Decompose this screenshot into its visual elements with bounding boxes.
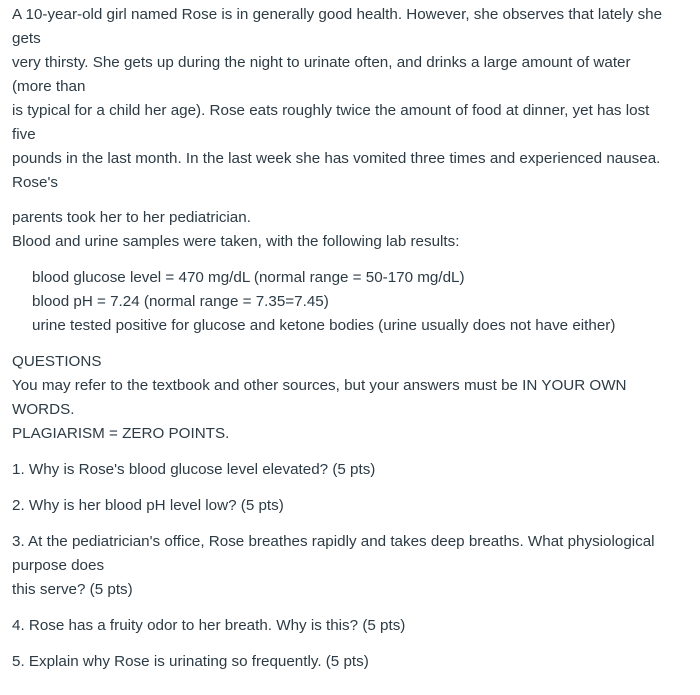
lab-result-glucose: blood glucose level = 470 mg/dL (normal range = 50-170 mg/dL)	[32, 269, 465, 286]
case-line: (more than	[12, 78, 86, 95]
question-3-continued: purpose does	[12, 557, 105, 574]
case-line: Rose's	[12, 174, 58, 191]
question-2: 2. Why is her blood pH level low? (5 pts)	[12, 497, 284, 514]
question-3: 3. At the pediatrician's office, Rose breathes rapidly and takes deep breaths. What physiological	[12, 533, 655, 550]
case-line: five	[12, 126, 36, 143]
question-4: 4. Rose has a fruity odor to her breath. Why is this? (5 pts)	[12, 617, 406, 634]
case-line: very thirsty. She gets up during the night to urinate often, and drinks a large amount of water	[12, 54, 631, 71]
case-line: A 10-year-old girl named Rose is in generally good health. However, she observes that lately she	[12, 6, 663, 23]
instructions-line: WORDS.	[12, 401, 75, 418]
lab-result-urine: urine tested positive for glucose and ketone bodies (urine usually does not have either)	[32, 317, 616, 334]
case-line: Blood and urine samples were taken, with the following lab results:	[12, 233, 460, 250]
question-1: 1. Why is Rose's blood glucose level elevated? (5 pts)	[12, 461, 376, 478]
case-line: gets	[12, 30, 41, 47]
case-line: parents took her to her pediatrician.	[12, 209, 251, 226]
lab-result-ph: blood pH = 7.24 (normal range = 7.35=7.45)	[32, 293, 329, 310]
questions-heading: QUESTIONS	[12, 353, 102, 370]
case-line: is typical for a child her age). Rose eats roughly twice the amount of food at dinner, yet has lost	[12, 102, 650, 119]
question-5: 5. Explain why Rose is urinating so frequently. (5 pts)	[12, 653, 369, 670]
plagiarism-warning: PLAGIARISM = ZERO POINTS.	[12, 425, 230, 442]
question-3-continued: this serve? (5 pts)	[12, 581, 133, 598]
case-line: pounds in the last month. In the last week she has vomited three times and experienced nausea.	[12, 150, 661, 167]
instructions-line: You may refer to the textbook and other sources, but your answers must be IN YOUR OWN	[12, 377, 627, 394]
